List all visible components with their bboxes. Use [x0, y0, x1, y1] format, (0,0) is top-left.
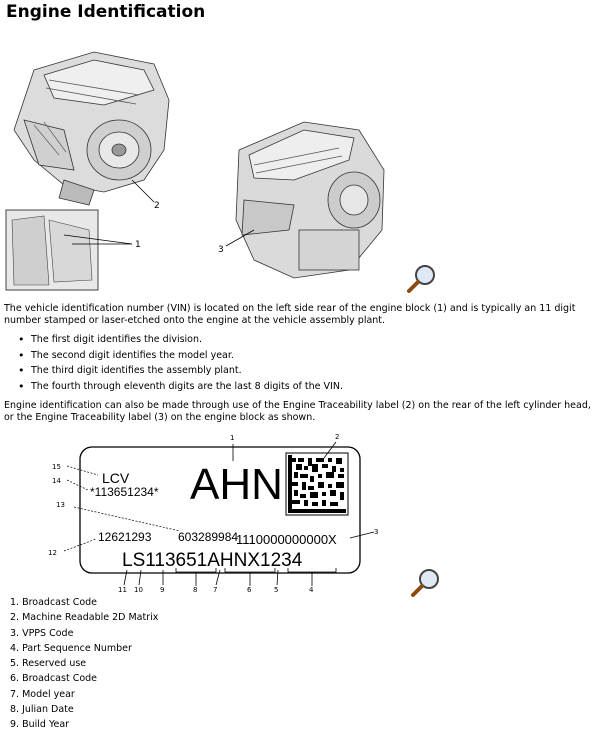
callout-12: 12 [48, 549, 57, 557]
list-item: 2. Machine Readable 2D Matrix [10, 612, 159, 624]
list-item: 7. Model year [10, 688, 75, 700]
list-item: 3. VPPS Code [10, 627, 74, 639]
callout-7: 7 [213, 586, 218, 594]
callout-14: 14 [52, 477, 61, 485]
callout-11: 11 [118, 586, 127, 594]
callout-15: 15 [52, 463, 61, 471]
part-number-text: 12621293 [98, 530, 152, 544]
callout-4: 4 [309, 586, 314, 594]
engine-callout-1: 1 [135, 240, 141, 250]
callout-6: 6 [247, 586, 252, 594]
magnifier-icon[interactable] [410, 566, 442, 598]
list-item: 5. Reserved use [10, 658, 87, 670]
vin-digit-list [18, 334, 343, 396]
engine-detail-inset [6, 210, 132, 290]
engine-figure [4, 30, 596, 298]
list-item: 8. Julian Date [10, 704, 74, 716]
bottom-code-text: LS113651AHNX1234 [122, 550, 303, 571]
callout-9: 9 [160, 586, 165, 594]
list-item: • The first digit identifies the division. [18, 334, 343, 350]
number-603289984: 603289984 [178, 530, 239, 544]
callout-5: 5 [274, 586, 279, 594]
engine-callout-2: 2 [154, 201, 160, 211]
list-item: • The second digit identifies the model year. [18, 350, 343, 366]
list-item: 4. Part Sequence Number [10, 642, 132, 654]
traceability-text: Engine identification can also be made through use of the Engine Traceability label (2) on the rear of the left cylinder head, or the Engine Traceability label (3) on the engine block as shown. [4, 400, 591, 423]
engine-callout-3: 3 [218, 245, 224, 255]
engine-rear-view-illustration [226, 122, 384, 278]
star-code-text: *113651234* [90, 485, 159, 499]
traceability-label-diagram [40, 428, 390, 596]
callout-8: 8 [193, 586, 198, 594]
engine-top-view-illustration [14, 52, 169, 205]
callout-13: 13 [56, 501, 65, 509]
big-broadcast-code: AHN [190, 460, 283, 509]
callout-3: 3 [374, 528, 379, 536]
label-legend-list [10, 597, 158, 735]
magnifier-icon[interactable] [406, 262, 438, 294]
matrix-2d-code [286, 453, 348, 515]
list-item: 1. Broadcast Code [10, 597, 98, 608]
list-item: 9. Build Year [10, 719, 70, 731]
broadcast-code-text: LCV [102, 470, 130, 486]
vin-location-text: The vehicle identification number (VIN) is located on the left side rear of the engine block (1) and is typically an 11 digit number stamped or laser-etched onto the engine at the vehicle assembly plant. [4, 303, 576, 326]
page-title: Engine Identification [6, 2, 206, 22]
callout-2: 2 [335, 433, 340, 441]
callout-10: 10 [134, 586, 143, 594]
vpps-code-text: 1110000000000X [236, 532, 337, 547]
callout-1: 1 [230, 434, 235, 442]
list-item: 6. Broadcast Code [10, 673, 98, 685]
list-item: • The fourth through eleventh digits are the last 8 digits of the VIN. [18, 381, 343, 397]
list-item: • The third digit identifies the assembly plant. [18, 365, 343, 381]
